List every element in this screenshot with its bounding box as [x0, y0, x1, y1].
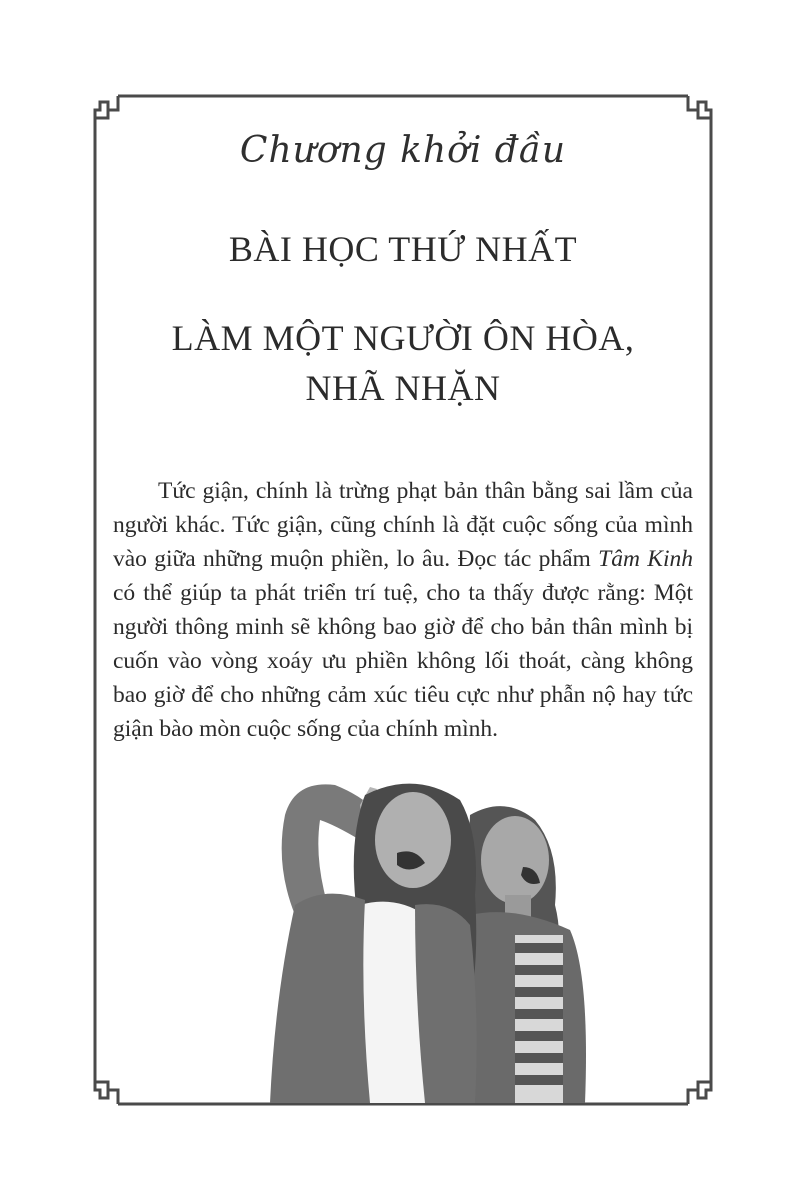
body-text-after: có thể giúp ta phát triển trí tuệ, cho ta thấy được rằng: Một người thông minh sẽ không bao giờ để cho bản thân mình bị cuốn vào vòng xoáy ưu phiền không lối thoát, càng không bao giờ để cho những cảm xúc tiêu cực như phẫn nộ hay tức giận bào mòn cuộc sống của chính mình.: [113, 580, 693, 742]
book-title: Tâm Kinh: [598, 546, 694, 572]
body-text-before: Tức giận, chính là trừng phạt bản thân bằng sai lầm của người khác. Tức giận, cũng chính là đặt cuộc sống của mình vào giữa những muộn phiền, lo âu. Đọc tác phẩm: [113, 478, 693, 572]
left-woman-jacket: [270, 894, 370, 1103]
body-paragraph: [113, 474, 693, 746]
corner-ornament-bottom-left: [95, 1082, 118, 1104]
corner-ornament-bottom-right: [688, 1082, 711, 1104]
lesson-title-line-1: LÀM MỘT NGƯỜI ÔN HÒA,: [171, 318, 635, 358]
chapter-label: Chương khởi đầu: [239, 130, 567, 171]
striped-shirt: [515, 935, 563, 1103]
corner-ornament-top-left: [95, 96, 118, 118]
right-woman-face: [481, 816, 549, 904]
lesson-title-heading: [0, 313, 806, 413]
two-women-laughing-illustration: [265, 775, 595, 1103]
left-woman-face: [375, 792, 451, 888]
lesson-number-heading: BÀI HỌC THỨ NHẤT: [228, 229, 578, 269]
corner-ornament-top-right: [688, 96, 711, 118]
lesson-title-line-2: NHÃ NHẶN: [305, 368, 501, 408]
